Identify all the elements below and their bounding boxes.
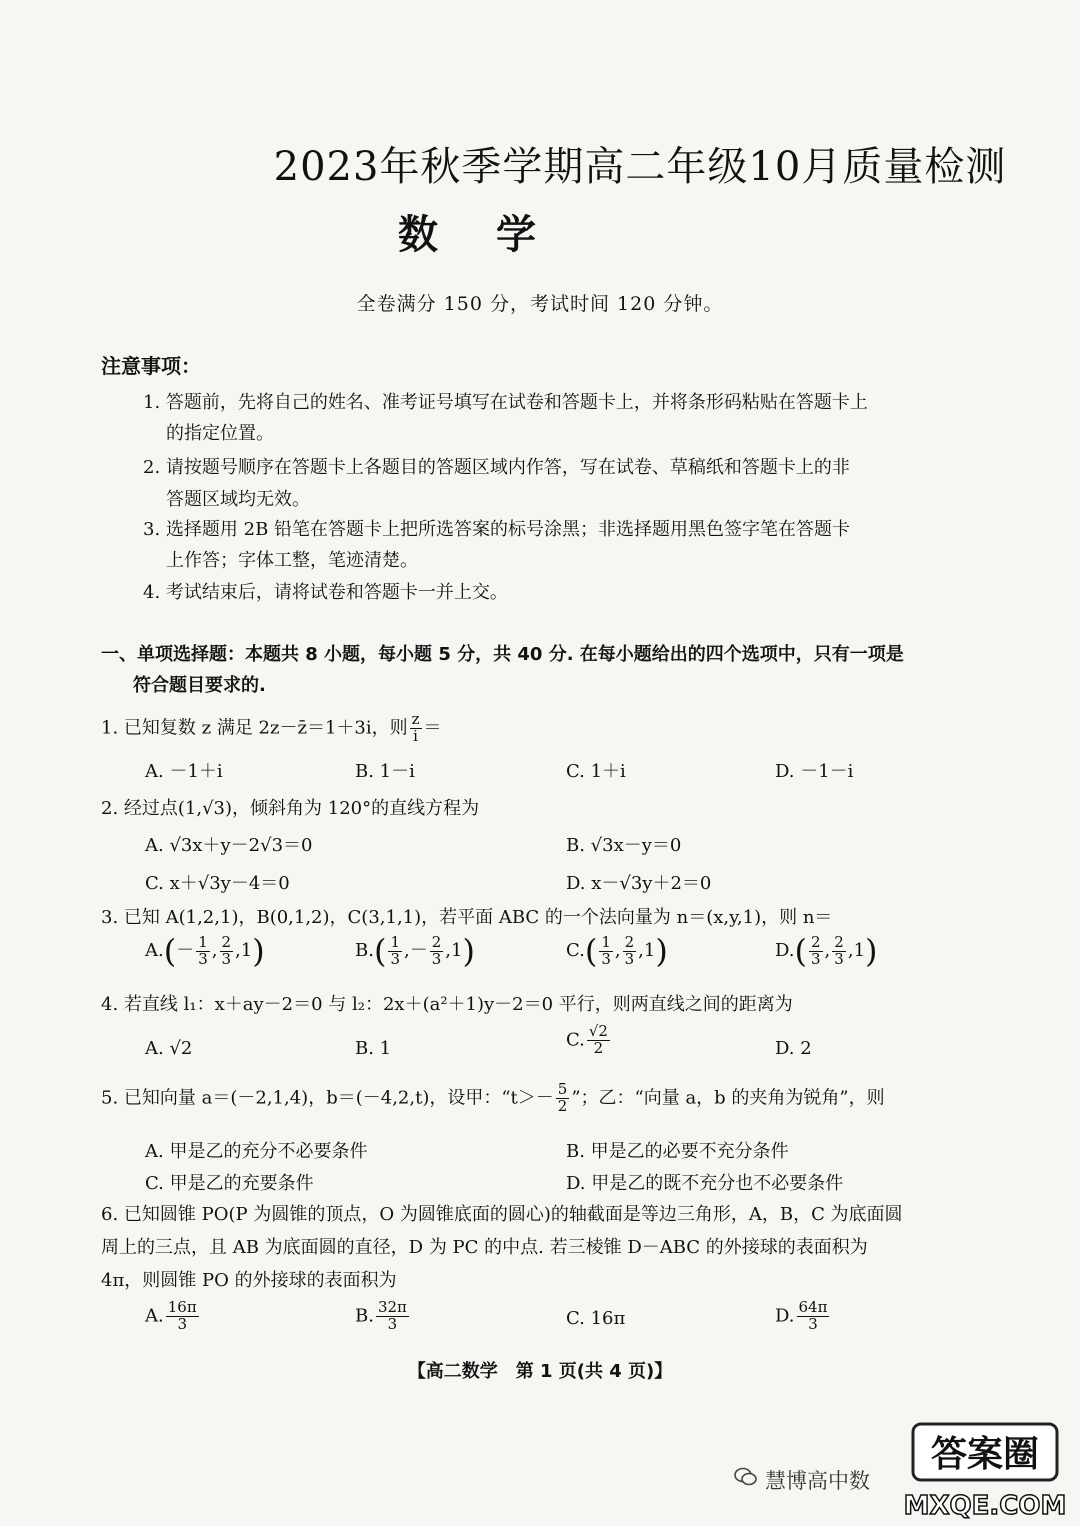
- option-c: C. 16π: [566, 1308, 626, 1329]
- notice-item: 3. 选择题用 2B 铅笔在答题卡上把所选答案的标号涂黑；非选择题用黑色签字笔在答题卡: [143, 519, 851, 540]
- subject-title: 数学: [398, 212, 594, 258]
- question-5-stem: 5. 已知向量 a＝(－2,1,4)，b＝(－4,2,t)，设甲：“t＞－ $\frac{5}{2}$ ”；乙：“向量 a，b 的夹角为锐角”，则: [101, 1080, 885, 1115]
- option-d: D. 甲是乙的既不充分也不必要条件: [566, 1173, 844, 1194]
- option-b: B. 1: [355, 1038, 392, 1059]
- wechat-icon: [733, 1464, 759, 1490]
- option-b: B. $\frac{32\pi}{3}$: [355, 1298, 407, 1333]
- question-4-stem: 4. 若直线 l₁：x＋ay－2＝0 与 l₂：2x＋(a²＋1)y－2＝0 平行，则两直线之间的距离为: [101, 994, 793, 1015]
- svg-text:答案圈: 答案圈: [930, 1434, 1040, 1475]
- option-b: B. 甲是乙的必要不充分条件: [566, 1141, 789, 1162]
- full-score-note: 全卷满分 150 分，考试时间 120 分钟。: [356, 293, 724, 315]
- option-a: A. √2: [145, 1038, 193, 1059]
- question-3-stem: 3. 已知 A(1,2,1)，B(0,1,2)，C(3,1,1)，若平面 ABC 的一个法向量为 n＝(x,y,1)，则 n＝: [101, 907, 833, 928]
- svg-text:MXQE.COM: MXQE.COM: [905, 1491, 1065, 1521]
- option-c: C. x＋√3y－4＝0: [145, 873, 290, 894]
- option-c: C.( $\frac{1}{3}$ , $\frac{2}{3}$ ,1): [566, 932, 668, 970]
- question-2-stem: 2. 经过点(1,√3)，倾斜角为 120°的直线方程为: [101, 798, 480, 819]
- question-6-stem-cont: 周上的三点，且 AB 为底面圆的直径，D 为 PC 的中点. 若三棱锥 D－ABC 的外接球的表面积为: [101, 1237, 868, 1258]
- exam-title: 2023年秋季学期高二年级10月质量检测: [273, 144, 1007, 190]
- option-a: A. $\frac{16\pi}{3}$: [145, 1298, 197, 1333]
- option-c: C. 甲是乙的充要条件: [145, 1173, 314, 1194]
- option-d: D.( $\frac{2}{3}$ , $\frac{2}{3}$ ,1): [775, 932, 878, 970]
- watermark-text: 慧博高中数: [765, 1469, 870, 1493]
- option-d: D. x－√3y＋2＝0: [566, 873, 712, 894]
- option-b: B. 1－i: [355, 761, 415, 782]
- option-b: B.( $\frac{1}{3}$ ,－ $\frac{2}{3}$ ,1): [355, 932, 475, 970]
- notice-item: 2. 请按题号顺序在答题卡上各题目的答题区域内作答，写在试卷、草稿纸和答题卡上的非: [143, 457, 850, 478]
- notice-item: 答题区域均无效。: [166, 489, 310, 510]
- notice-item: 的指定位置。: [166, 423, 274, 444]
- section-heading-cont: 符合题目要求的.: [133, 675, 266, 696]
- question-6-stem-cont: 4π，则圆锥 PO 的外接球的表面积为: [101, 1270, 397, 1291]
- question-6-stem: 6. 已知圆锥 PO(P 为圆锥的顶点，O 为圆锥底面的圆心)的轴截面是等边三角形，A，B，C 为底面圆: [101, 1204, 903, 1225]
- option-c: C. $\frac{√2}{2}$: [566, 1022, 608, 1057]
- option-d: D. $\frac{64\pi}{3}$: [775, 1298, 828, 1333]
- site-logo: [905, 1418, 1065, 1522]
- notice-heading: 注意事项：: [101, 354, 201, 378]
- question-1-stem: 1. 已知复数 z 满足 2z－z̄＝1＋3i，则 $\frac{z}{i}$ ＝: [101, 710, 442, 745]
- option-b: B. √3x－y＝0: [566, 835, 682, 856]
- notice-item: 4. 考试结束后，请将试卷和答题卡一并上交。: [143, 582, 508, 603]
- notice-item: 上作答；字体工整，笔迹清楚。: [166, 550, 418, 571]
- notice-item: 1. 答题前，先将自己的姓名、准考证号填写在试卷和答题卡上，并将条形码粘贴在答题卡上: [143, 392, 868, 413]
- option-a: A. √3x＋y－2√3＝0: [145, 835, 313, 856]
- page-footer: 【高二数学 第 1 页(共 4 页)】: [407, 1361, 673, 1382]
- option-d: D. 2: [775, 1038, 812, 1059]
- option-a: A.(－ $\frac{1}{3}$ , $\frac{2}{3}$ ,1): [145, 932, 265, 970]
- option-c: C. 1＋i: [566, 761, 626, 782]
- option-d: D. －1－i: [775, 761, 854, 782]
- option-a: A. －1＋i: [145, 761, 223, 782]
- option-a: A. 甲是乙的充分不必要条件: [145, 1141, 368, 1162]
- fraction: $\frac{z}{i}$: [411, 710, 420, 745]
- section-heading: 一、单项选择题：本题共 8 小题，每小题 5 分，共 40 分. 在每小题给出的四个选项中，只有一项是: [101, 644, 904, 665]
